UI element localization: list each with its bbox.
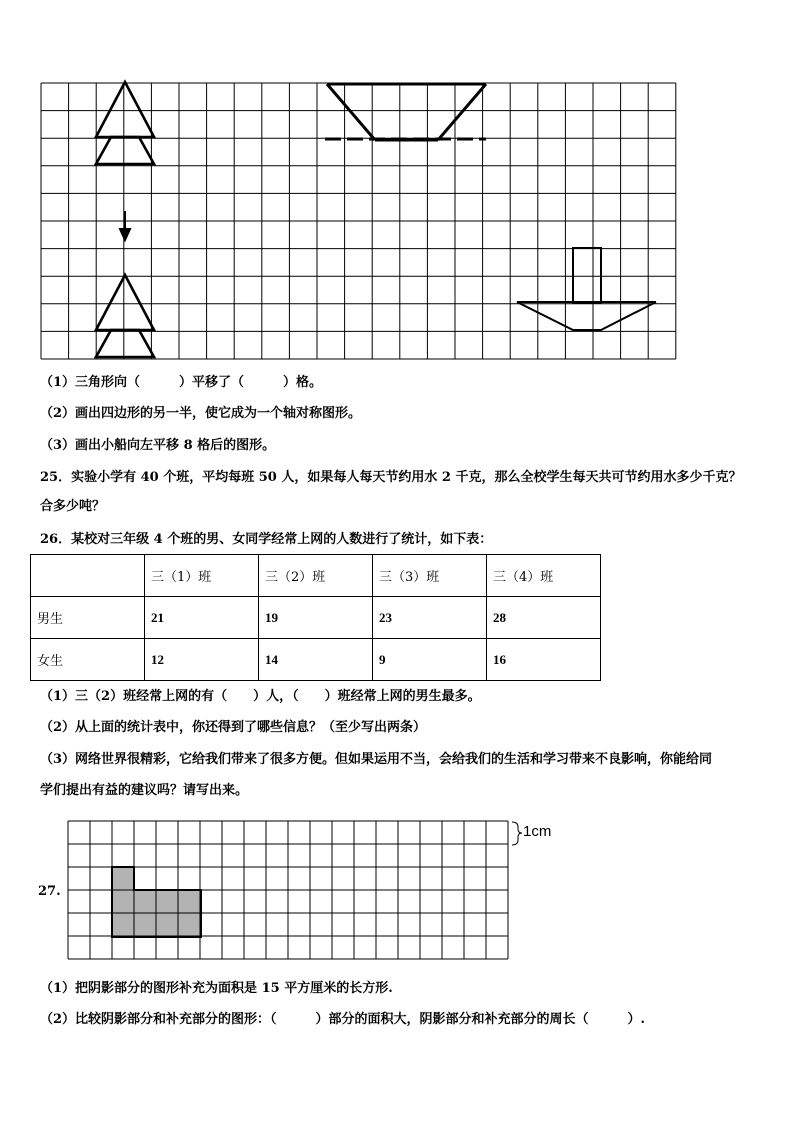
row-label-girls: 女生 <box>31 639 145 681</box>
table-cell: 12 <box>145 639 259 681</box>
unit-label: 1cm <box>523 823 552 840</box>
table-cell: 9 <box>373 639 487 681</box>
q26-intro: 26．某校对三年级 4 个班的男、女同学经常上网的人数进行了统计，如下表： <box>40 532 493 547</box>
q27-sub1: （1）把阴影部分的图形补充为面积是 15 平方厘米的长方形. <box>40 981 393 996</box>
table-cell: 21 <box>145 597 259 639</box>
q26-sub2: （2）从上面的统计表中，你还得到了哪些信息？（至少写出两条） <box>40 720 427 735</box>
q27-number: 27. <box>38 884 61 899</box>
q26-sub3-line2: 学们提出有益的建议吗？请写出来。 <box>40 783 249 798</box>
q26-sub1: （1）三（2）班经常上网的有（ ）人，（ ）班经常上网的男生最多。 <box>40 689 481 704</box>
unit-brace-icon <box>512 822 522 845</box>
q25-text-line1: 25．实验小学有 40 个班，平均每班 50 人，如果每人每天节约用水 2 千克，那么全校学生每天共可节约用水多少千克？ <box>40 470 742 485</box>
q24-sub3: （3）画出小船向左平移 8 格后的图形。 <box>40 438 276 453</box>
table-cell: 23 <box>373 597 487 639</box>
table-cell: 14 <box>259 639 373 681</box>
table-cell: 16 <box>487 639 601 681</box>
table-cell: 28 <box>487 597 601 639</box>
table-cell: 19 <box>259 597 373 639</box>
table-header-cell: 三（4）班 <box>487 555 601 597</box>
table-header-cell: 三（1）班 <box>145 555 259 597</box>
q25-text-line2: 合多少吨？ <box>40 499 106 514</box>
table-header-cell: 三（3）班 <box>373 555 487 597</box>
q24-sub1: （1）三角形向（ ）平移了（ ）格。 <box>40 375 323 390</box>
q27-sub2: （2）比较阴影部分和补充部分的图形：（ ）部分的面积大，阴影部分和补充部分的周长（ ）. <box>40 1012 646 1027</box>
table-header-cell: 三（2）班 <box>259 555 373 597</box>
q24-sub2: （2）画出四边形的另一半，使它成为一个轴对称图形。 <box>40 406 362 421</box>
row-label-boys: 男生 <box>31 597 145 639</box>
q26-sub3-line1: （3）网络世界很精彩，它给我们带来了很多方便。但如果运用不当，会给我们的生活和学习带来不良影响，你能给同 <box>40 752 713 767</box>
